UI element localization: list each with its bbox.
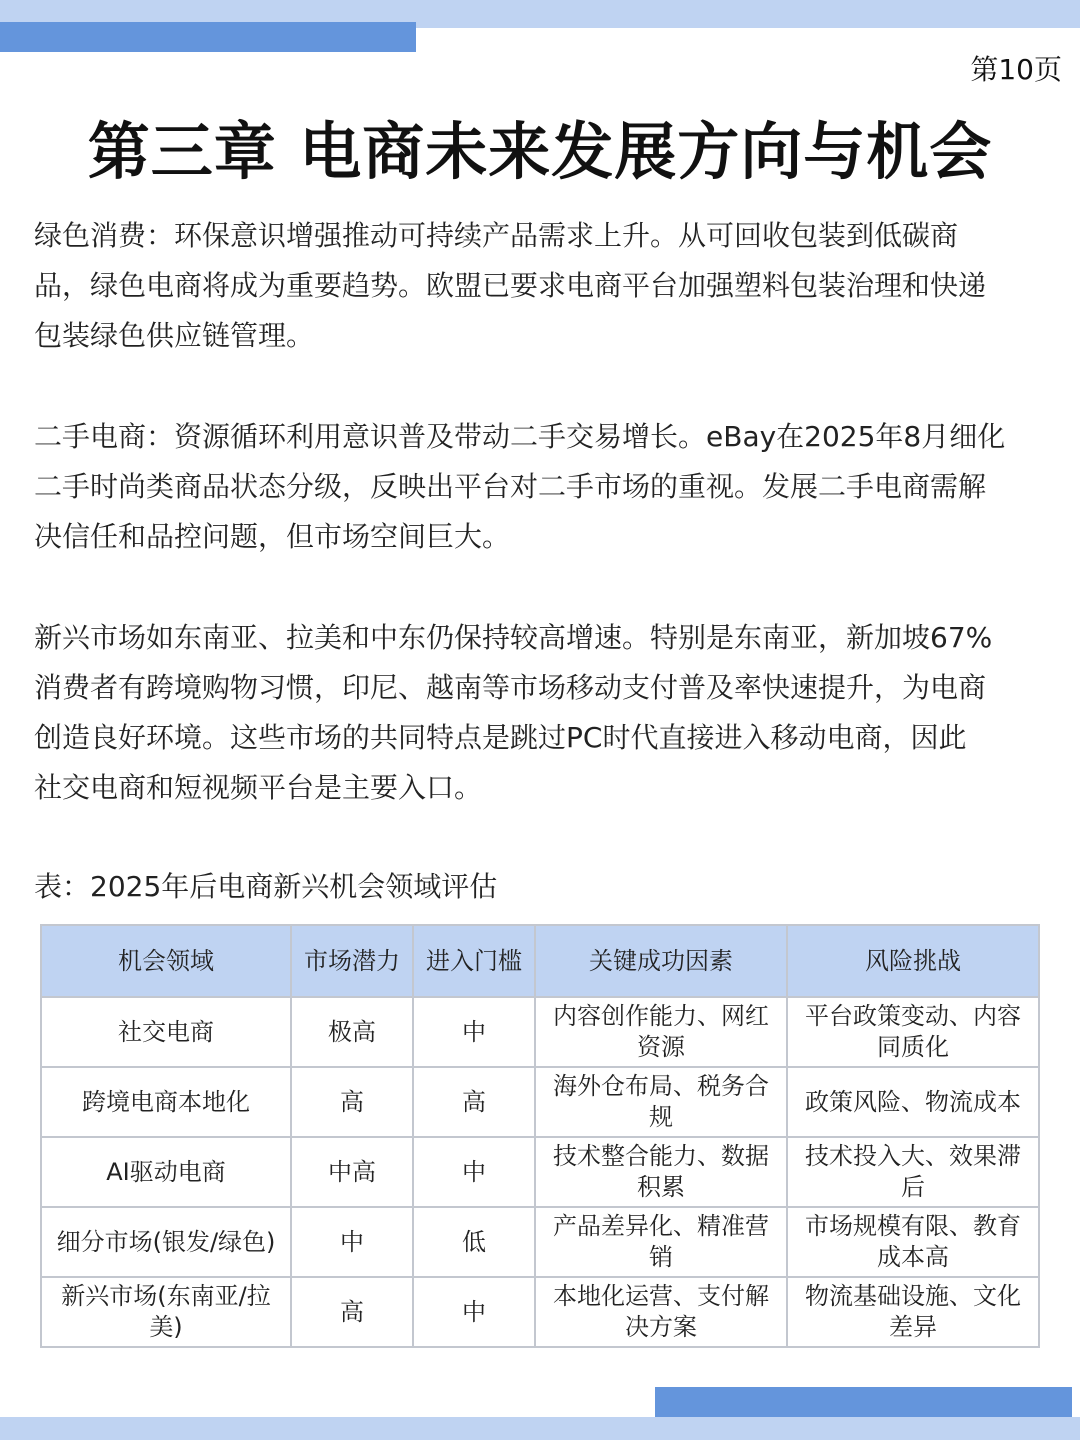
- cell-success-factors: 产品差异化、精准营销: [535, 1207, 787, 1277]
- cell-potential: 中高: [291, 1137, 413, 1207]
- text-line: 新兴市场如东南亚、拉美和中东仍保持较高增速。特别是东南亚，新加坡67%: [34, 621, 993, 654]
- cell-barrier: 高: [413, 1067, 535, 1137]
- cell-risks: 市场规模有限、教育成本高: [787, 1207, 1039, 1277]
- paragraph-emerging-markets: [34, 613, 1044, 813]
- text-line: 消费者有跨境购物习惯，印尼、越南等市场移动支付普及率快速提升，为电商: [34, 671, 987, 704]
- text-line: 二手时尚类商品状态分级，反映出平台对二手市场的重视。发展二手电商需解: [34, 470, 987, 503]
- cell-success-factors: 技术整合能力、数据积累: [535, 1137, 787, 1207]
- header-potential: 市场潜力: [291, 925, 413, 997]
- text-line: 社交电商和短视频平台是主要入口。: [34, 771, 483, 804]
- text-line: 二手电商：资源循环利用意识普及带动二手交易增长。eBay在2025年8月细化: [34, 420, 1006, 453]
- cell-barrier: 低: [413, 1207, 535, 1277]
- text-line: 创造良好环境。这些市场的共同特点是跳过PC时代直接进入移动电商，因此: [34, 721, 967, 754]
- table-row: [41, 1277, 1039, 1347]
- cell-barrier: 中: [413, 1137, 535, 1207]
- cell-area: 新兴市场(东南亚/拉美): [41, 1277, 291, 1347]
- page-number: 第10页: [970, 53, 1062, 86]
- cell-potential: 高: [291, 1067, 413, 1137]
- cell-barrier: 中: [413, 997, 535, 1067]
- cell-success-factors: 内容创作能力、网红资源: [535, 997, 787, 1067]
- bottom-decor-band: [0, 1417, 1080, 1440]
- text-line: 包装绿色供应链管理。: [34, 319, 315, 352]
- header-area: 机会领域: [41, 925, 291, 997]
- table-row: [41, 997, 1039, 1067]
- paragraph-green-consumption: [34, 211, 1044, 361]
- table-row: [41, 1067, 1039, 1137]
- top-decor-bar: [0, 22, 416, 52]
- header-barrier: 进入门槛: [413, 925, 535, 997]
- text-line: 绿色消费：环保意识增强推动可持续产品需求上升。从可回收包装到低碳商: [34, 219, 959, 252]
- cell-area: 跨境电商本地化: [41, 1067, 291, 1137]
- bottom-decor-bar: [655, 1387, 1072, 1417]
- table-caption: 表：2025年后电商新兴机会领域评估: [34, 870, 498, 903]
- cell-area: 细分市场(银发/绿色): [41, 1207, 291, 1277]
- cell-area: 社交电商: [41, 997, 291, 1067]
- table-row: [41, 1137, 1039, 1207]
- cell-risks: 技术投入大、效果滞后: [787, 1137, 1039, 1207]
- table-row: [41, 1207, 1039, 1277]
- cell-risks: 平台政策变动、内容同质化: [787, 997, 1039, 1067]
- cell-barrier: 中: [413, 1277, 535, 1347]
- cell-potential: 高: [291, 1277, 413, 1347]
- header-success-factors: 关键成功因素: [535, 925, 787, 997]
- cell-success-factors: 海外仓布局、税务合规: [535, 1067, 787, 1137]
- cell-potential: 中: [291, 1207, 413, 1277]
- cell-potential: 极高: [291, 997, 413, 1067]
- cell-area: AI驱动电商: [41, 1137, 291, 1207]
- cell-risks: 物流基础设施、文化差异: [787, 1277, 1039, 1347]
- cell-risks: 政策风险、物流成本: [787, 1067, 1039, 1137]
- text-line: 品，绿色电商将成为重要趋势。欧盟已要求电商平台加强塑料包装治理和快递: [34, 269, 987, 302]
- opportunity-table: [40, 924, 1040, 1348]
- table-header-row: [41, 925, 1039, 997]
- chapter-title: 第三章 电商未来发展方向与机会: [87, 115, 993, 188]
- cell-success-factors: 本地化运营、支付解决方案: [535, 1277, 787, 1347]
- header-risks: 风险挑战: [787, 925, 1039, 997]
- paragraph-second-hand: [34, 412, 1044, 562]
- text-line: 决信任和品控问题，但市场空间巨大。: [34, 520, 511, 553]
